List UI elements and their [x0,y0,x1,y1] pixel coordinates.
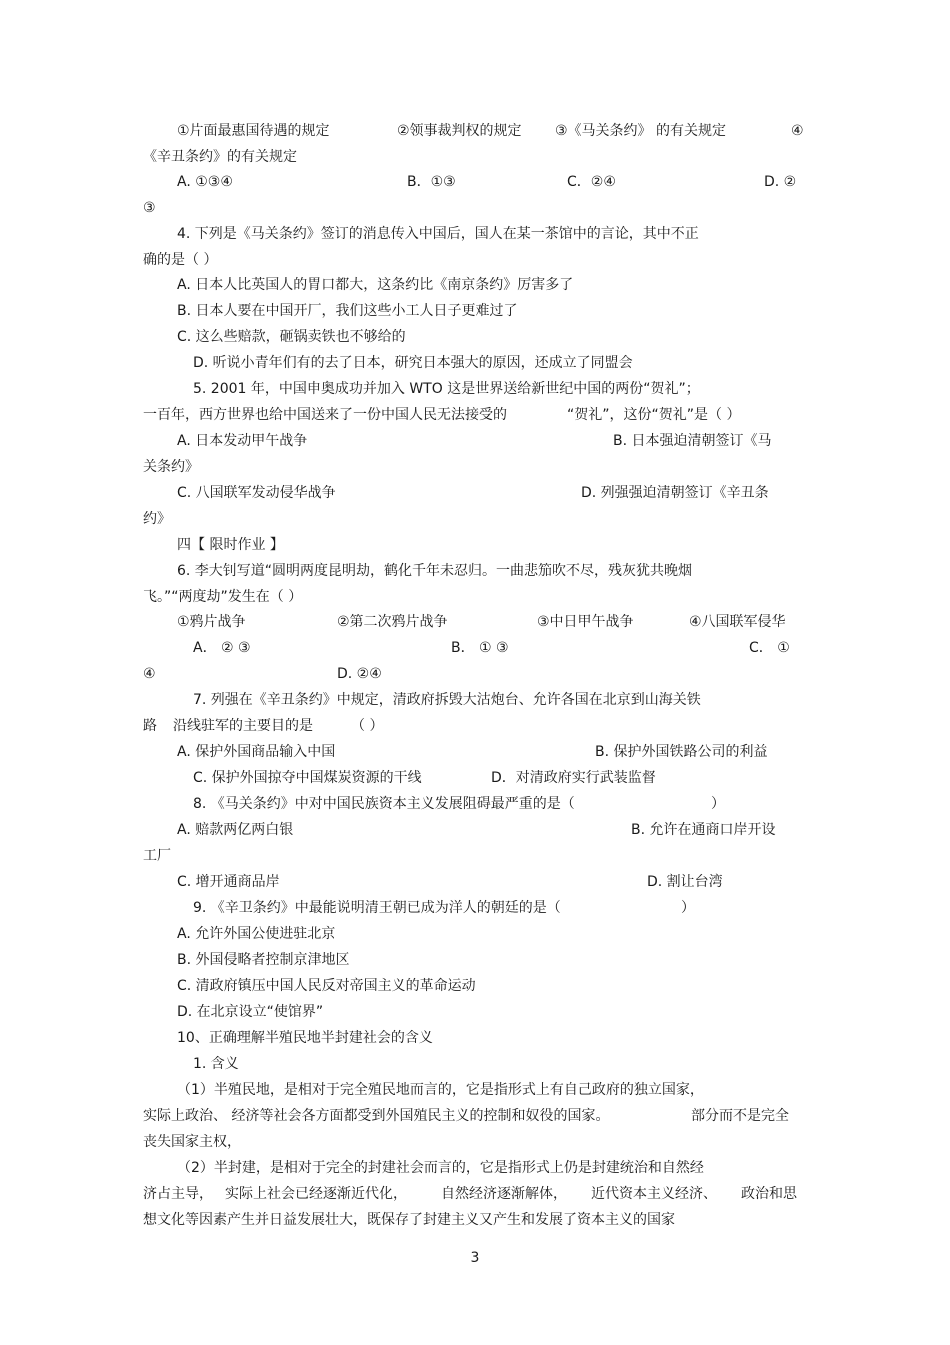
q6-choice-a: A． ② ③ [193,640,251,656]
q5-options-cd [143,482,813,504]
q6-option-3: ③中日甲午战争 [537,614,634,630]
q8-option-b-wrap [143,845,813,867]
q10-p1-line-2 [143,1105,813,1127]
section-4-heading [143,534,813,556]
q4-option-d [143,352,813,374]
q4-stem-line-1 [143,223,813,245]
q3-option-3: ③《马关条约》 的有关规定 [555,123,727,139]
q4-option-b-text: B. 日本人要在中国开厂，我们这些小工人日子更难过了 [177,303,518,319]
q9-stem: 9. 《辛卫条约》中最能说明清王朝已成为洋人的朝廷的是（ [193,900,561,916]
q9-option-b [143,949,813,971]
q4-option-c-text: C. 这么些赔款，砸锅卖铁也不够给的 [177,329,406,345]
q9-option-b-text: B. 外国侵略者控制京津地区 [177,952,350,968]
q8-option-b-end: 工厂 [143,848,171,864]
q8-stem-close: ） [711,796,725,812]
q8-stem: 8. 《马关条约》中对中国民族资本主义发展阻碍最严重的是（ [193,796,575,812]
q4-option-d-text: D. 听说小青年们有的去了日本，研究日本强大的原因，还成立了同盟会 [193,355,633,371]
q7-option-b: B. 保护外国铁路公司的利益 [595,744,768,760]
q10-heading [143,1027,813,1049]
q10-p1-1: （1）半殖民地，是相对于完全殖民地而言的，它是指形式上有自己政府的独立国家， [177,1082,704,1098]
q10-p2-2b: 实际上社会已经逐渐近代化， [225,1186,407,1202]
q7-stem-2a: 路 [143,718,157,734]
q5-option-c: C. 八国联军发动侵华战争 [177,485,336,501]
q7-stem-line-2 [143,715,813,737]
q9-option-c-text: C. 清政府镇压中国人民反对帝国主义的革命运动 [177,978,476,994]
q10-p2-2a: 济占主导， [143,1186,213,1202]
q10-p2-2e: 政治和思 [741,1186,797,1202]
q10-p1-line-3 [143,1131,813,1153]
q4-option-a-text: A. 日本人比英国人的胃口都大，这条约比《南京条约》厉害多了 [177,277,574,293]
q5-stem-2a: 一百年，西方世界也给中国送来了一份中国人民无法接受的 [143,407,507,423]
q7-stem-2b: 沿线驻军的主要目的是 [173,718,313,734]
q8-option-b: B. 允许在通商口岸开设 [631,822,776,838]
q10-p2-line-3 [143,1209,813,1231]
q10-p2-1: （2）半封建，是相对于完全的封建社会而言的，它是指形式上仍是封建统治和自然经 [177,1160,704,1176]
q4-option-c [143,326,813,348]
q6-option-4: ④八国联军侵华 [689,614,786,630]
q3-choice-d-end: ③ [143,200,156,216]
q10-subheading [143,1053,813,1075]
q4-option-a [143,274,813,296]
section-4-heading-text: 四【 限时作业 】 [177,537,284,553]
q6-option-1: ①鸦片战争 [177,614,246,630]
q10-p1-2a: 实际上政治、 经济等社会各方面都受到外国殖民主义的控制和奴役的国家。 [143,1108,610,1124]
q6-choice-b: B． ① ③ [451,640,509,656]
q8-stem-line [143,793,813,815]
q4-stem-line-2 [143,249,813,271]
q10-p1-2b: 部分而不是完全 [691,1108,789,1124]
q5-option-d: D. 列强强迫清朝签订《辛丑条 [581,485,769,501]
q3-option-4-text: 《辛丑条约》的有关规定 [143,149,297,165]
q9-option-a [143,923,813,945]
q6-stem-2: 飞。”“两度劫”发生在（ ） [143,589,303,605]
q3-choice-a: A. ①③④ [177,174,233,190]
q3-option-4-mark: ④ [791,123,804,139]
q5-option-a: A. 日本发动甲午战争 [177,433,308,449]
q3-choice-d-wrap [143,197,813,219]
q6-choice-c-end: ④ [143,666,156,682]
q8-option-d: D. 割让台湾 [647,874,723,890]
q6-choices-wrap [143,663,813,685]
q6-choice-c: C． ① [749,640,790,656]
q6-choice-d: D. ②④ [337,666,382,682]
q8-option-c: C. 增开通商品岸 [177,874,280,890]
q10-heading-text: 10、正确理解半殖民地半封建社会的含义 [177,1030,433,1046]
q9-option-a-text: A. 允许外国公使进驻北京 [177,926,336,942]
q3-choice-d: D. ② [764,174,797,190]
q6-options-line [143,611,813,633]
q10-p2-2d: 近代资本主义经济、 [591,1186,717,1202]
q6-stem-line-2 [143,586,813,608]
q9-stem-close: ） [681,900,695,916]
q5-option-d-wrap [143,508,813,530]
q7-stem-line-1 [143,689,813,711]
q3-options-line [143,120,813,142]
q10-subheading-text: 1. 含义 [193,1056,239,1072]
q5-stem-2b: “贺礼”，这份“贺礼”是（ ） [567,407,741,423]
q6-stem-1: 6. 李大钊写道“圆明两度昆明劫，鹤化千年未忍归。一曲悲笳吹不尽，残灰犹共晚烟 [177,563,693,579]
q7-option-d: D．对清政府实行武装监督 [491,770,656,786]
q3-option-1: ①片面最惠国待遇的规定 [177,123,330,139]
q8-options-ab [143,819,813,841]
page-number: 3 [470,1250,480,1266]
q5-options-ab [143,430,813,452]
q5-stem-line-1 [143,378,813,400]
q3-option-4-line [143,146,813,168]
q5-option-d-end: 约》 [143,511,171,527]
q9-stem-line [143,897,813,919]
q4-option-b [143,300,813,322]
q9-option-d [143,1001,813,1023]
q10-p1-line-1 [143,1079,813,1101]
q8-option-a: A. 赔款两亿两白银 [177,822,294,838]
q6-choices-line [143,637,813,659]
q9-option-d-text: D. 在北京设立“使馆界” [177,1004,324,1020]
q10-p2-line-2 [143,1183,813,1205]
q6-stem-line-1 [143,560,813,582]
q7-stem-2c: （ ） [351,718,384,734]
q7-stem-1: 7. 列强在《辛丑条约》中规定，清政府拆毁大沽炮台、允许各国在北京到山海关铁 [193,692,701,708]
q7-options-ab [143,741,813,763]
q3-choices-line [143,171,813,193]
q10-p2-3: 想文化等因素产生并日益发展壮大，既保存了封建主义又产生和发展了资本主义的国家 [143,1212,675,1228]
q5-stem-1: 5. 2001 年，中国申奥成功并加入 WTO 这是世界送给新世纪中国的两份“贺礼”； [193,381,700,397]
q10-p2-2c: 自然经济逐渐解体， [441,1186,567,1202]
q5-option-b: B. 日本强迫清朝签订《马 [613,433,772,449]
q7-option-c: C. 保护外国掠夺中国煤炭资源的干线 [193,770,422,786]
q7-option-a: A. 保护外国商品输入中国 [177,744,336,760]
q3-option-2: ②领事裁判权的规定 [397,123,522,139]
q4-stem-2: 确的是（ ） [143,252,218,268]
q4-stem-1: 4. 下列是《马关条约》签订的消息传入中国后，国人在某一茶馆中的言论，其中不正 [177,226,699,242]
q8-options-cd [143,871,813,893]
q10-p2-line-1 [143,1157,813,1179]
q5-option-b-end: 关条约》 [143,459,199,475]
q5-stem-line-2 [143,404,813,426]
q6-option-2: ②第二次鸦片战争 [337,614,448,630]
q9-option-c [143,975,813,997]
q3-choice-c: C．②④ [567,174,616,190]
q3-choice-b: B．①③ [407,174,456,190]
q10-p1-3: 丧失国家主权， [143,1134,241,1150]
q5-option-b-wrap [143,456,813,478]
q7-options-cd [143,767,813,789]
